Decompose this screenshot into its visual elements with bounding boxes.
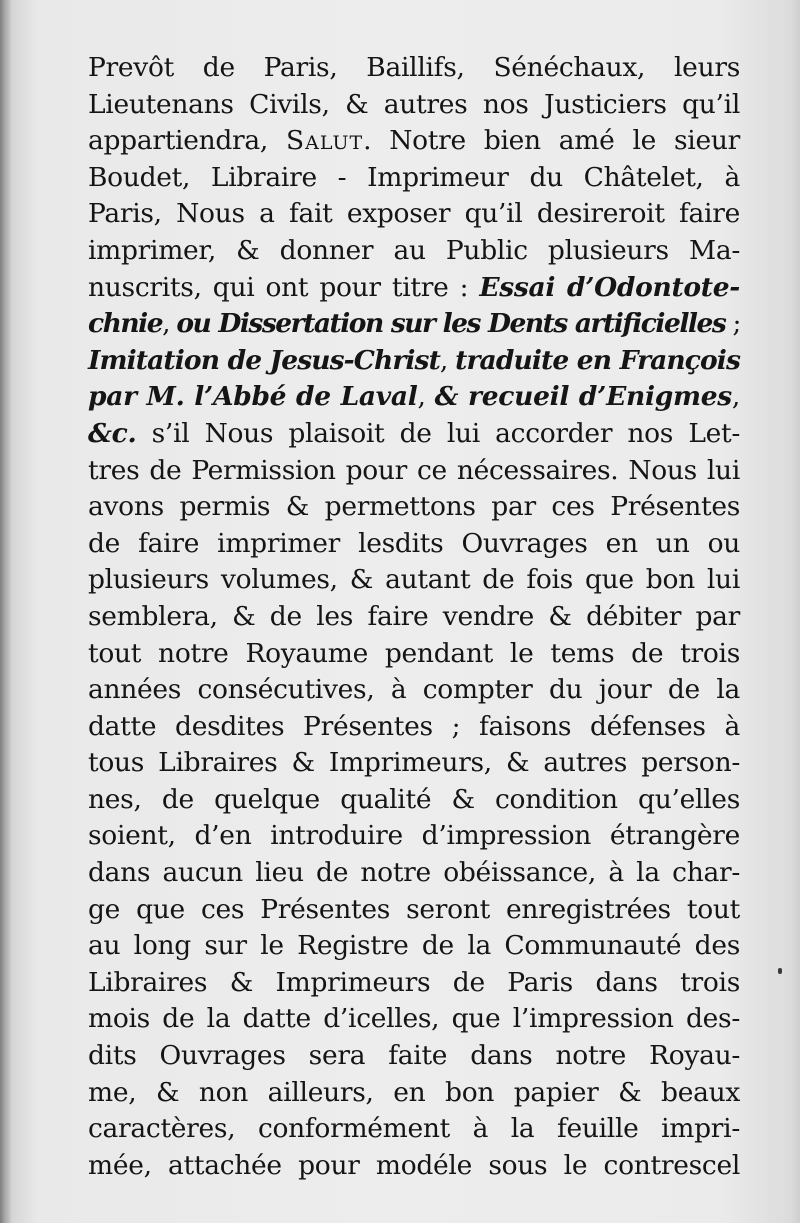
text-line	[88, 379, 740, 416]
text-line	[88, 782, 740, 819]
text-run: dits Ouvrages sera faite dans notre Royau-	[88, 1040, 740, 1072]
text-run: soient, d’en introduire d’impression étrangère	[88, 820, 740, 852]
text-run: imprimer, & donner au Public plusieurs Ma-	[88, 234, 740, 266]
text-line	[88, 453, 740, 490]
text-run: nuscrits, qui ont pour titre :	[88, 271, 480, 303]
text-run: mée, attachée pour modéle sous le contrescel	[88, 1149, 740, 1181]
text-line	[88, 50, 740, 87]
text-line	[88, 892, 740, 929]
text-run: de faire imprimer lesdits Ouvrages en un ou	[88, 527, 740, 559]
text-run: ,	[162, 308, 177, 340]
text-line	[88, 526, 740, 563]
text-run: &c.	[88, 417, 137, 449]
text-line	[88, 416, 740, 453]
text-run: Paris, Nous a fait exposer qu’il desireroit faire	[88, 198, 740, 230]
text-run: avons permis & permettons par ces Présentes	[88, 491, 740, 523]
text-run: tous Libraires & Imprimeurs, & autres person-	[88, 747, 740, 779]
text-run: ,	[417, 381, 435, 413]
ink-speck	[778, 968, 782, 974]
text-line	[88, 672, 740, 709]
text-line	[88, 489, 740, 526]
text-line	[88, 1111, 740, 1148]
text-run: ge que ces Présentes seront enregistrées tout	[88, 893, 740, 925]
show-through-bleed	[110, 1150, 750, 1223]
text-run: ou Dissertation sur les Dents artificielles	[176, 308, 726, 340]
text-run: appartiendra,	[88, 125, 286, 157]
text-run: Imitation de Jesus-Christ	[88, 344, 440, 376]
text-run: au long sur le Registre de la Communauté des	[88, 930, 740, 962]
text-line	[88, 196, 740, 233]
privilege-text-block	[88, 50, 740, 1184]
text-run: Essai d’Odontote-	[479, 271, 741, 303]
text-run: dans aucun lieu de notre obéissance, à la char-	[88, 857, 740, 889]
text-line	[88, 123, 740, 160]
text-run: tres de Permission pour ce nécessaires. Nous lui	[88, 454, 740, 486]
text-run: me, & non ailleurs, en bon papier & beaux	[88, 1076, 740, 1108]
text-run: datte desdites Présentes ; faisons défenses à	[88, 710, 740, 742]
text-run: & recueil d’Enigmes	[434, 381, 732, 413]
text-line	[88, 965, 740, 1002]
text-line	[88, 709, 740, 746]
text-run: tout notre Royaume pendant le tems de trois	[88, 637, 740, 669]
text-run: plusieurs volumes, & autant de fois que bon lui	[88, 564, 740, 596]
text-line	[88, 270, 740, 307]
text-line	[88, 1075, 740, 1112]
text-line	[88, 1038, 740, 1075]
text-run: s’il Nous plaisoit de lui accorder nos Let-	[136, 417, 740, 449]
text-line	[88, 818, 740, 855]
text-run: caractères, conformément à la feuille impri-	[88, 1113, 740, 1145]
text-run: Salut	[286, 125, 364, 157]
text-line	[88, 160, 740, 197]
text-line	[88, 855, 740, 892]
text-run: Lieutenans Civils, & autres nos Justiciers qu’il	[88, 88, 740, 120]
text-line	[88, 306, 740, 343]
text-run: Boudet, Libraire - Imprimeur du Châtelet, à	[88, 161, 740, 193]
text-run: par M. l’Abbé de Laval	[88, 381, 418, 413]
text-run: Prevôt de Paris, Baillifs, Sénéchaux, leurs	[88, 52, 740, 83]
text-run: ;	[725, 308, 740, 340]
text-run: mois de la datte d’icelles, que l’impression des-	[88, 1003, 740, 1035]
page-gutter-shadow	[0, 0, 12, 1223]
text-line	[88, 233, 740, 270]
text-run: chnie	[88, 308, 163, 340]
text-run: traduite en François	[455, 344, 740, 376]
text-line	[88, 599, 740, 636]
text-run: nes, de quelque qualité & condition qu’elles	[88, 783, 740, 815]
text-run: ,	[439, 344, 456, 376]
text-line	[88, 745, 740, 782]
text-run: Libraires & Imprimeurs de Paris dans trois	[88, 966, 740, 998]
text-line	[88, 562, 740, 599]
text-run: . Notre bien amé le sieur	[363, 125, 740, 157]
text-run: semblera, & de les faire vendre & débiter par	[88, 600, 740, 632]
text-line	[88, 928, 740, 965]
text-line	[88, 343, 740, 380]
text-line	[88, 87, 740, 124]
text-line	[88, 1001, 740, 1038]
text-line	[88, 636, 740, 673]
text-run: années consécutives, à compter du jour de la	[88, 674, 740, 706]
text-run: ,	[731, 381, 740, 413]
